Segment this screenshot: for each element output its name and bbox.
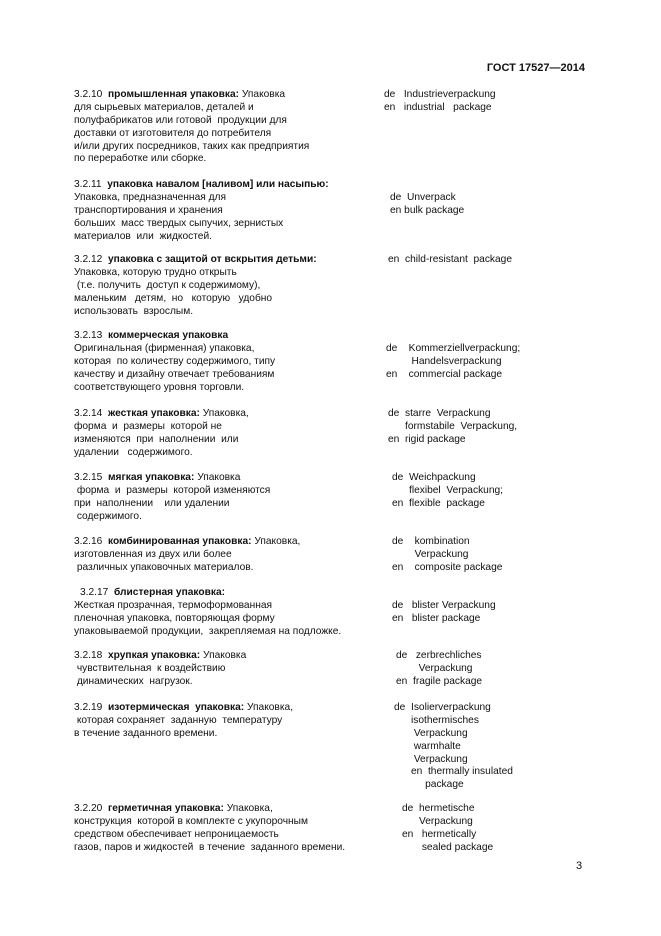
definition-line: которая по количеству содержимого, типу	[74, 355, 276, 367]
equivalent-line: en rigid package	[388, 433, 466, 445]
definition-line: средством обеспечивает непроницаемость	[74, 828, 279, 840]
term-number: 3.2.10	[74, 89, 103, 100]
definition-line	[74, 408, 384, 421]
equivalent-line: en commercial package	[386, 368, 503, 380]
term-number: 3.2.14	[74, 408, 103, 419]
equivalent-line: de Weichpackung	[392, 472, 476, 483]
definition-line: упаковываемой продукции, закрепляемая на подложке.	[74, 625, 342, 637]
definition-line	[74, 587, 384, 600]
definition-line: при наполнении или удалении	[74, 497, 230, 509]
foreign-equivalents	[392, 587, 496, 626]
definition-line: изменяются при наполнении или	[74, 433, 239, 445]
equivalent-line: en blister package	[392, 612, 481, 624]
definition-line	[74, 702, 384, 715]
equivalent-line	[386, 330, 520, 343]
equivalent-line: warmhalte	[394, 740, 461, 752]
definition-line: для сырьевых материалов, деталей и	[74, 101, 254, 113]
definition-line: доставки от изготовителя до потребителя	[74, 127, 272, 139]
equivalent-line: de kombination	[392, 536, 470, 547]
definition-line: которая сохраняет заданную температуру	[74, 714, 283, 726]
equivalent-line: en composite package	[392, 561, 503, 573]
document-header: ГОСТ 17527—2014	[486, 62, 585, 74]
definition-line: соответствующего уровня торговли.	[74, 381, 245, 393]
equivalent-line: de Industrieverpackung	[384, 89, 496, 100]
definition-text: Упаковка	[239, 89, 286, 100]
definition-text: Упаковка,	[223, 803, 273, 814]
definition-line: различных упаковочных материалов.	[74, 561, 254, 573]
definition-line	[74, 650, 384, 663]
equivalent-line: de starre Verpackung	[388, 408, 491, 419]
definition-line: в течение заданного времени.	[74, 727, 218, 739]
definition-line: форма и размеры которой изменяются	[74, 484, 271, 496]
definition-line: маленьким детям, но которую удобно	[74, 292, 273, 304]
definition-line: (т.е. получить доступ к содержимому),	[74, 279, 261, 291]
term-definition	[74, 408, 384, 460]
definition-text: Упаковка	[194, 472, 241, 483]
equivalent-line: de Kommerziellverpackung;	[386, 342, 521, 354]
definition-line: изготовленная из двух или более	[74, 548, 232, 560]
definition-line: материалов или жидкостей.	[74, 230, 212, 242]
equivalent-line: en bulk package	[390, 204, 465, 216]
foreign-equivalents	[394, 702, 513, 792]
term-definition	[74, 803, 384, 855]
equivalent-line: en hermetically	[402, 828, 477, 840]
definition-line: форма и размеры которой не	[74, 420, 222, 432]
equivalent-line	[392, 587, 496, 600]
definition-line: чувствительная к воздействию	[74, 662, 226, 674]
foreign-equivalents	[396, 650, 482, 689]
equivalent-line: formstabile Verpackung,	[388, 420, 518, 432]
equivalent-line: flexibel Verpackung;	[392, 484, 503, 496]
definition-text: Упаковка	[200, 650, 247, 661]
definition-line: пленочная упаковка, повторяющая форму	[74, 612, 275, 624]
foreign-equivalents	[388, 408, 517, 447]
equivalent-line: Verpackung	[394, 753, 468, 765]
definition-text: Упаковка,	[251, 536, 301, 547]
foreign-equivalents	[388, 254, 512, 267]
equivalent-line: isothermisches	[394, 714, 479, 726]
term-number: 3.2.17	[80, 587, 109, 598]
definition-line	[74, 536, 384, 549]
equivalent-line: sealed package	[402, 841, 494, 853]
term-name: изотермическая упаковка:	[108, 702, 245, 713]
term-number: 3.2.19	[74, 702, 103, 713]
term-name: мягкая упаковка:	[108, 472, 195, 483]
definition-line	[74, 803, 384, 816]
term-name: упаковка навалом [наливом] или насыпью:	[107, 179, 329, 190]
definition-line: Жесткая прозрачная, термоформованная	[74, 599, 273, 611]
term-name: коммерческая упаковка	[108, 330, 229, 341]
term-definition	[74, 702, 384, 741]
definition-line	[74, 472, 384, 485]
foreign-equivalents	[386, 330, 520, 382]
foreign-equivalents	[390, 179, 464, 218]
equivalent-line: Handelsverpackung	[386, 355, 502, 367]
equivalent-line: de hermetische	[402, 803, 475, 814]
term-definition	[74, 254, 384, 318]
term-number: 3.2.15	[74, 472, 103, 483]
term-definition	[74, 330, 384, 394]
definition-line: динамических нагрузок.	[74, 675, 193, 687]
definition-line: и/или других посредников, таких как предприятия	[74, 140, 310, 152]
definition-line	[74, 330, 384, 343]
definition-text: Упаковка,	[244, 702, 294, 713]
term-definition	[74, 650, 384, 689]
term-name: хрупкая упаковка:	[108, 650, 201, 661]
equivalent-line: Verpackung	[402, 815, 473, 827]
term-name: блистерная упаковка:	[114, 587, 226, 598]
equivalent-line: package	[394, 779, 464, 791]
foreign-equivalents	[392, 536, 502, 575]
definition-text: Упаковка,	[199, 408, 249, 419]
definition-line: использовать взрослым.	[74, 305, 194, 317]
equivalent-line: en thermally insulated	[394, 766, 513, 778]
definition-line: Оригинальная (фирменная) упаковка,	[74, 342, 255, 354]
definition-line: транспортирования и хранения	[74, 204, 223, 216]
term-number: 3.2.11	[74, 179, 102, 190]
equivalent-line: en child-resistant package	[388, 254, 513, 265]
definition-line: полуфабрикатов или готовой продукции для	[74, 114, 287, 126]
definition-line: по переработке или сборке.	[74, 153, 207, 165]
equivalent-line: Verpackung	[394, 727, 468, 739]
term-name: комбинированная упаковка:	[108, 536, 252, 547]
definition-line	[74, 89, 384, 102]
term-number: 3.2.13	[74, 330, 103, 341]
equivalent-line: en industrial package	[384, 101, 492, 113]
foreign-equivalents	[392, 472, 503, 511]
definition-line: качеству и дизайну отвечает требованиям	[74, 368, 275, 380]
equivalent-line: Verpackung	[392, 548, 469, 560]
equivalent-line: de zerbrechliches	[396, 650, 482, 661]
term-definition	[74, 89, 384, 166]
term-definition	[74, 472, 384, 524]
equivalent-line: Verpackung	[396, 662, 473, 674]
term-number: 3.2.18	[74, 650, 103, 661]
term-name: герметичная упаковка:	[108, 803, 224, 814]
term-definition	[74, 536, 384, 575]
term-definition	[74, 179, 384, 243]
equivalent-line: de blister Verpackung	[392, 599, 496, 611]
term-name: промышленная упаковка:	[108, 89, 240, 100]
page-number: 3	[576, 860, 583, 872]
equivalent-line: de Unverpack	[390, 191, 456, 203]
equivalent-line: en fragile package	[396, 675, 483, 687]
definition-line: конструкция которой в комплекте с укупорочным	[74, 815, 308, 827]
term-name: упаковка с защитой от вскрытия детьми:	[108, 254, 317, 265]
term-name: жесткая упаковка:	[108, 408, 200, 419]
equivalent-line: en flexible package	[392, 497, 485, 509]
term-number: 3.2.12	[74, 254, 103, 265]
definition-line: газов, паров и жидкостей в течение заданного времени.	[74, 841, 346, 853]
equivalent-line	[390, 179, 464, 192]
definition-line: содержимого.	[74, 510, 142, 522]
equivalent-line: de Isolierverpackung	[394, 702, 491, 713]
term-number: 3.2.16	[74, 536, 103, 547]
term-definition	[74, 587, 384, 639]
foreign-equivalents	[402, 803, 493, 855]
definition-line	[74, 254, 384, 267]
definition-line: больших масс твердых сыпучих, зернистых	[74, 217, 284, 229]
foreign-equivalents	[384, 89, 496, 115]
term-number: 3.2.20	[74, 803, 103, 814]
definition-line: Упаковка, предназначенная для	[74, 191, 226, 203]
definition-line	[74, 179, 384, 192]
definition-line: удалении содержимого.	[74, 446, 193, 458]
definition-line: Упаковка, которую трудно открыть	[74, 266, 237, 278]
